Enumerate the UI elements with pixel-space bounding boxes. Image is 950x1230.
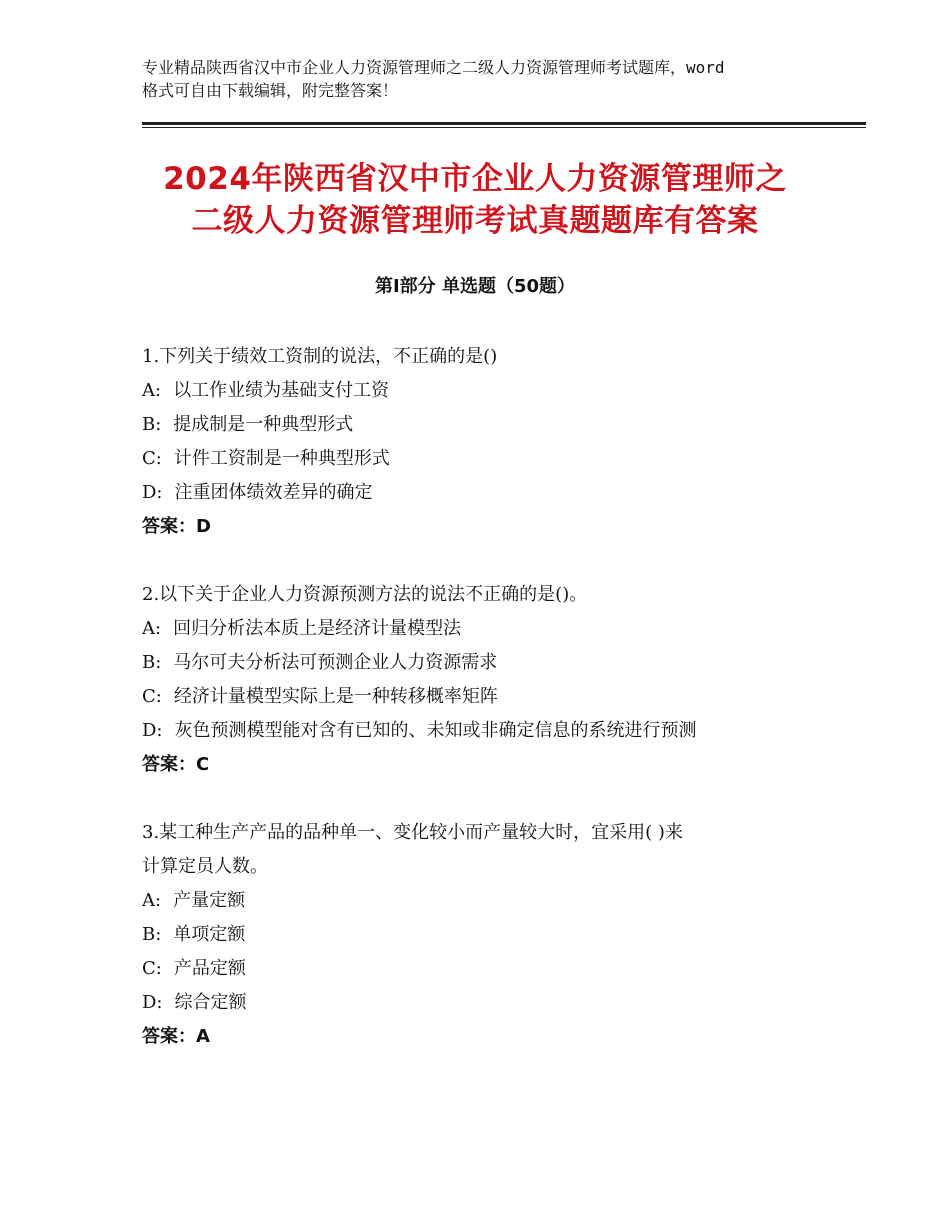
option-text: 注重团体绩效差异的确定: [174, 482, 373, 503]
option-text: 灰色预测模型能对含有已知的、未知或非确定信息的系统进行预测: [174, 720, 697, 741]
question-3-answer: 答案：A: [142, 1026, 210, 1047]
header-note-line-2: 格式可自由下载编辑，附完整答案！: [142, 81, 399, 100]
option-text: 以工作业绩为基础支付工资: [173, 380, 390, 401]
question-1-stem: 1.下列关于绩效工资制的说法，不正确的是(): [142, 346, 498, 367]
question-3: [142, 816, 822, 1054]
question-2: [142, 578, 822, 782]
option-key: D:: [142, 482, 163, 503]
question-3-option-a: [142, 884, 822, 918]
question-2-stem: 2.以下关于企业人力资源预测方法的说法不正确的是()。: [142, 584, 588, 605]
question-1-answer: 答案：D: [142, 516, 211, 537]
question-3-option-d: [142, 986, 822, 1020]
option-key: D:: [142, 992, 163, 1013]
document-title-line-1: 2024年陕西省汉中市企业人力资源管理师之: [163, 161, 787, 197]
option-key: A:: [142, 618, 162, 639]
question-1-option-a: [142, 374, 822, 408]
question-2-option-d: [142, 714, 822, 748]
option-text: 经济计量模型实际上是一种转移概率矩阵: [173, 686, 498, 707]
question-2-option-b: [142, 646, 822, 680]
option-key: B:: [142, 924, 162, 945]
option-text: 综合定额: [174, 992, 247, 1013]
question-1-option-c: [142, 442, 822, 476]
option-key: B:: [142, 652, 162, 673]
question-3-option-b: [142, 918, 822, 952]
section-heading: 第Ⅰ部分 单选题（50题）: [374, 276, 575, 297]
option-text: 单项定额: [173, 924, 246, 945]
question-1-option-b: [142, 408, 822, 442]
question-list: [142, 340, 822, 1088]
header-note-line-1: 专业精品陕西省汉中市企业人力资源管理师之二级人力资源管理师考试题库，word: [142, 58, 725, 77]
option-key: D:: [142, 720, 163, 741]
question-2-option-c: [142, 680, 822, 714]
option-key: C:: [142, 448, 162, 469]
option-text: 提成制是一种典型形式: [173, 414, 354, 435]
option-key: A:: [142, 380, 162, 401]
header-divider: [142, 122, 866, 128]
document-title-line-2: 二级人力资源管理师考试真题题库有答案: [191, 203, 759, 239]
option-text: 产量定额: [173, 890, 246, 911]
question-3-stem-line-1: 3.某工种生产产品的品种单一、变化较小而产量较大时，宜采用( )来: [142, 822, 683, 843]
document-title: [0, 158, 950, 242]
option-key: C:: [142, 958, 162, 979]
option-text: 计件工资制是一种典型形式: [173, 448, 390, 469]
question-2-option-a: [142, 612, 822, 646]
question-2-answer: 答案：C: [142, 754, 210, 775]
question-1-option-d: [142, 476, 822, 510]
option-key: C:: [142, 686, 162, 707]
option-key: A:: [142, 890, 162, 911]
header-note: [142, 56, 832, 102]
question-1: [142, 340, 822, 544]
option-text: 马尔可夫分析法可预测企业人力资源需求: [173, 652, 498, 673]
option-text: 回归分析法本质上是经济计量模型法: [173, 618, 462, 639]
question-3-stem-line-2: 计算定员人数。: [142, 856, 268, 877]
option-key: B:: [142, 414, 162, 435]
question-3-option-c: [142, 952, 822, 986]
option-text: 产品定额: [173, 958, 246, 979]
